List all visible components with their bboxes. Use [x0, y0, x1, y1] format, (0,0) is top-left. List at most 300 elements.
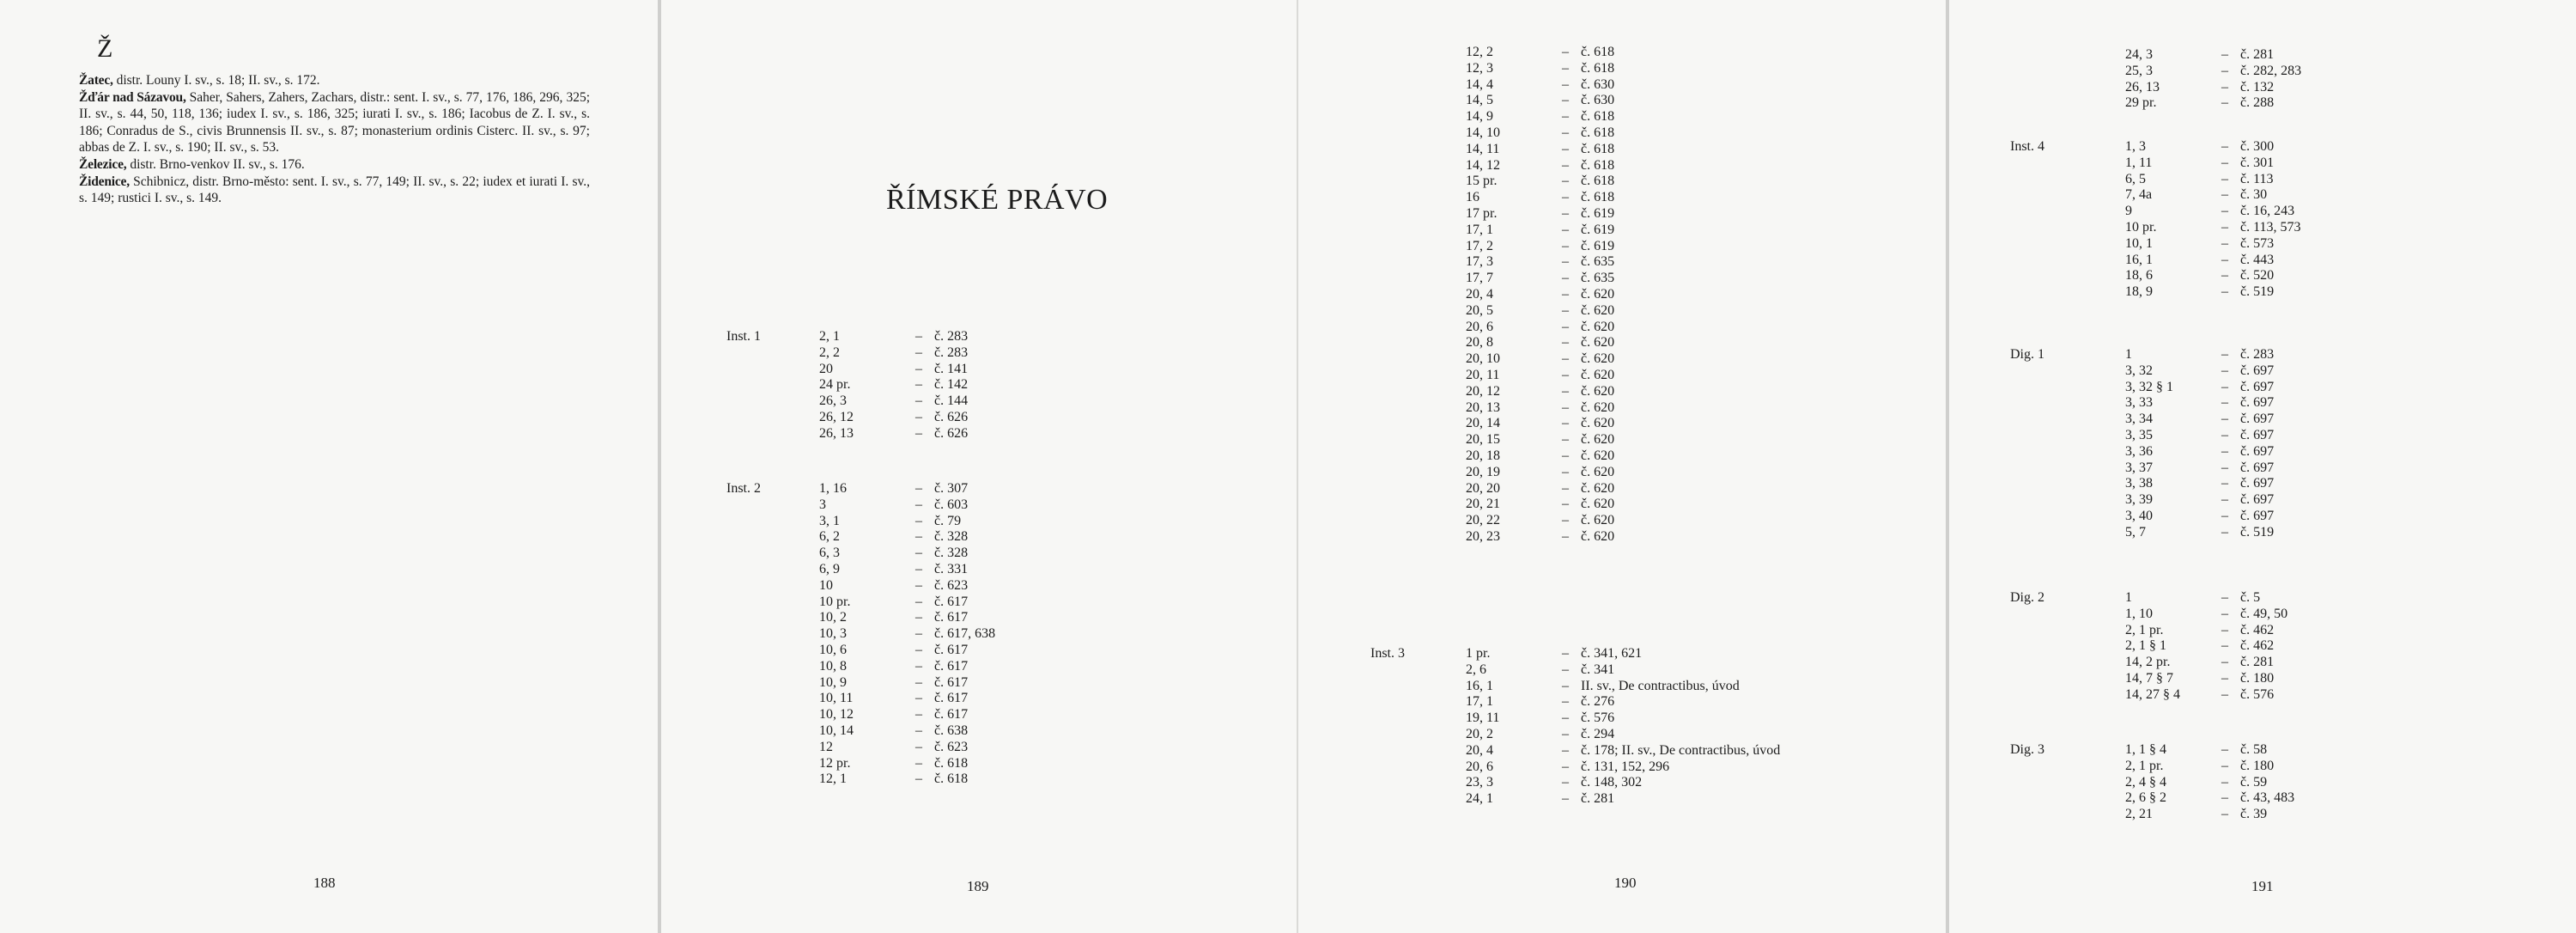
dash-separator: –	[1562, 742, 1569, 758]
reference-target: č. 520	[2240, 268, 2275, 284]
dash-separator: –	[2221, 47, 2228, 62]
dash-separator: –	[1562, 157, 1569, 173]
entry-head: Železice,	[79, 156, 127, 172]
reference-location: 20, 18	[1466, 448, 1500, 463]
reference-location: 1	[2125, 590, 2132, 605]
reference-row	[1466, 142, 1614, 158]
reference-row	[2125, 187, 2301, 204]
reference-target: č. 617	[934, 594, 969, 609]
reference-row	[819, 546, 995, 562]
reference-target: č. 617	[934, 674, 969, 690]
reference-list	[819, 329, 968, 442]
reference-row	[2125, 380, 2274, 396]
dash-separator: –	[2221, 187, 2228, 203]
dash-separator: –	[1562, 759, 1569, 774]
page-190	[1298, 0, 1946, 933]
dash-separator: –	[915, 626, 922, 642]
reference-location: 14, 12	[1466, 157, 1500, 173]
reference-location: 10 pr.	[819, 594, 851, 609]
reference-row	[1466, 529, 1614, 546]
reference-location: 10, 6	[819, 642, 847, 657]
reference-row	[1466, 481, 1614, 497]
dash-separator: –	[915, 546, 922, 561]
reference-row	[2125, 742, 2294, 759]
dash-separator: –	[1562, 528, 1569, 544]
reference-target: č. 619	[1581, 222, 1615, 237]
index-entry	[79, 174, 590, 207]
dash-separator: –	[1562, 141, 1569, 156]
reference-row	[1466, 93, 1614, 109]
reference-location: 24, 3	[2125, 47, 2153, 62]
reference-target: č. 620	[1581, 367, 1615, 382]
section-letter: Ž	[97, 34, 113, 63]
index-entry	[79, 89, 590, 156]
group-label: Inst. 4	[2010, 139, 2044, 154]
reference-target: č. 620	[1581, 351, 1615, 367]
dash-separator: –	[2221, 742, 2228, 757]
dash-separator: –	[2221, 590, 2228, 605]
reference-location: 14, 27 § 4	[2125, 686, 2180, 702]
reference-target: č. 620	[1581, 335, 1615, 351]
reference-row	[2125, 476, 2274, 492]
dash-separator: –	[1562, 174, 1569, 189]
reference-row	[2125, 363, 2274, 380]
reference-row	[1466, 646, 1780, 662]
reference-row	[819, 377, 968, 393]
reference-target: č. 30	[2240, 187, 2268, 203]
reference-location: 14, 2 pr.	[2125, 655, 2171, 670]
dash-separator: –	[1562, 448, 1569, 463]
group-label: Inst. 2	[726, 481, 761, 496]
reference-target: č. 638	[934, 723, 969, 738]
dash-separator: –	[915, 377, 922, 393]
reference-location: 14, 11	[1466, 141, 1500, 156]
reference-target: č. 697	[2240, 363, 2275, 378]
reference-location: 1, 1 § 4	[2125, 742, 2166, 757]
reference-row	[1466, 465, 1614, 481]
reference-row	[1466, 109, 1614, 125]
dash-separator: –	[1562, 662, 1569, 677]
reference-target: č. 620	[1581, 448, 1615, 463]
reference-location: 2, 2	[819, 345, 840, 360]
reference-target: č. 618	[1581, 157, 1615, 173]
dash-separator: –	[1562, 222, 1569, 237]
reference-location: 17, 1	[1466, 222, 1493, 237]
reference-target: č. 620	[1581, 513, 1615, 528]
dash-separator: –	[2221, 655, 2228, 670]
reference-row	[2125, 623, 2287, 639]
reference-target: č. 697	[2240, 412, 2275, 427]
reference-row	[819, 595, 995, 611]
reference-target: č. 697	[2240, 476, 2275, 491]
reference-location: 20, 15	[1466, 432, 1500, 448]
reference-location: 15 pr.	[1466, 174, 1498, 189]
reference-location: 10, 2	[819, 610, 847, 625]
dash-separator: –	[1562, 775, 1569, 790]
dash-separator: –	[915, 577, 922, 593]
dash-separator: –	[2221, 774, 2228, 790]
reference-row	[819, 578, 995, 595]
group-label: Inst. 3	[1370, 646, 1405, 661]
dash-separator: –	[915, 393, 922, 409]
dash-separator: –	[1562, 45, 1569, 59]
dash-separator: –	[1562, 238, 1569, 253]
entry-head: Židenice,	[79, 174, 130, 189]
reference-target: č. 620	[1581, 432, 1615, 448]
reference-row	[1466, 271, 1614, 287]
reference-row	[2125, 492, 2274, 509]
reference-target: č. 620	[1581, 497, 1615, 512]
dash-separator: –	[915, 329, 922, 344]
reference-location: 26, 13	[819, 425, 854, 441]
reference-target: č. 617	[934, 610, 969, 625]
reference-location: 3, 35	[2125, 427, 2153, 442]
reference-list	[2125, 742, 2294, 823]
reference-target: č. 617	[934, 658, 969, 674]
reference-row	[819, 659, 995, 675]
dash-separator: –	[1562, 399, 1569, 415]
reference-location: 23, 3	[1466, 775, 1493, 790]
reference-list	[819, 481, 995, 788]
dash-separator: –	[1562, 254, 1569, 270]
reference-row	[1466, 223, 1614, 239]
reference-list	[2125, 347, 2274, 541]
reference-location: 20, 6	[1466, 319, 1493, 334]
reference-target: č. 626	[934, 425, 969, 441]
reference-location: 20, 23	[1466, 528, 1500, 544]
reference-target: č. 576	[1581, 710, 1615, 726]
reference-row	[1466, 368, 1614, 384]
dash-separator: –	[1562, 432, 1569, 448]
reference-row	[2125, 607, 2287, 623]
reference-row	[1466, 727, 1780, 743]
reference-target: č. 462	[2240, 622, 2275, 637]
reference-row	[819, 643, 995, 659]
reference-location: 25, 3	[2125, 63, 2153, 78]
reference-location: 20, 4	[1466, 286, 1493, 302]
reference-row	[819, 529, 995, 546]
reference-row	[2125, 47, 2301, 64]
reference-row	[1466, 174, 1614, 190]
reference-row	[819, 410, 968, 426]
reference-location: 18, 6	[2125, 268, 2153, 284]
reference-row	[1466, 239, 1614, 255]
reference-target: č. 603	[934, 497, 969, 512]
reference-row	[819, 329, 968, 345]
dash-separator: –	[915, 707, 922, 723]
reference-target: č. 620	[1581, 319, 1615, 334]
reference-row	[2125, 95, 2301, 112]
reference-row	[1466, 61, 1614, 77]
reference-target: č. 462	[2240, 638, 2275, 654]
reference-location: 16, 1	[1466, 678, 1493, 693]
reference-row	[1466, 206, 1614, 223]
reference-location: 6, 3	[819, 546, 840, 561]
dash-separator: –	[2221, 219, 2228, 235]
dash-separator: –	[1562, 480, 1569, 496]
reference-location: 20, 13	[1466, 399, 1500, 415]
reference-list	[2125, 47, 2301, 112]
reference-row	[1466, 662, 1780, 679]
reference-row	[2125, 638, 2287, 655]
dash-separator: –	[915, 723, 922, 738]
page-number: 188	[313, 875, 336, 891]
reference-location: 1, 16	[819, 481, 847, 496]
reference-location: 20, 2	[1466, 726, 1493, 741]
reference-location: 20, 10	[1466, 351, 1500, 367]
reference-target: č. 697	[2240, 427, 2275, 442]
reference-row	[2125, 759, 2294, 775]
reference-target: č. 5	[2240, 590, 2261, 605]
reference-target: č. 519	[2240, 524, 2275, 540]
reference-location: 20, 12	[1466, 383, 1500, 399]
reference-target: č. 142	[934, 377, 969, 393]
dash-separator: –	[2221, 670, 2228, 686]
reference-location: 3, 36	[2125, 443, 2153, 459]
reference-location: 10, 14	[819, 723, 854, 738]
dash-separator: –	[1562, 109, 1569, 125]
reference-row	[2125, 172, 2301, 188]
reference-row	[2125, 268, 2301, 284]
dash-separator: –	[2221, 347, 2228, 362]
dash-separator: –	[2221, 363, 2228, 378]
dash-separator: –	[915, 345, 922, 360]
reference-target: č. 626	[934, 409, 969, 424]
reference-target: č. 58	[2240, 742, 2268, 757]
reference-target: č. 281	[1581, 791, 1615, 807]
reference-target: č. 620	[1581, 302, 1615, 318]
dash-separator: –	[2221, 63, 2228, 78]
reference-location: 20, 14	[1466, 416, 1500, 431]
dash-separator: –	[2221, 79, 2228, 95]
reference-location: 17, 2	[1466, 238, 1493, 253]
reference-row	[1466, 320, 1614, 336]
dash-separator: –	[2221, 638, 2228, 654]
dash-separator: –	[2221, 284, 2228, 300]
reference-target: č. 283	[934, 329, 969, 344]
reference-row	[2125, 671, 2287, 687]
reference-location: 6, 5	[2125, 171, 2146, 186]
reference-target: č. 630	[1581, 93, 1615, 108]
reference-target: č. 617	[934, 707, 969, 723]
reference-location: 17 pr.	[1466, 205, 1498, 221]
reference-row	[1466, 432, 1614, 448]
reference-row	[1466, 400, 1614, 417]
reference-location: 20, 6	[1466, 759, 1493, 774]
reference-location: 14, 7 § 7	[2125, 670, 2173, 686]
reference-location: 7, 4a	[2125, 187, 2153, 203]
reference-target: č. 178; II. sv., De contractibus, úvod	[1581, 742, 1781, 758]
dash-separator: –	[1562, 726, 1569, 741]
reference-location: 2, 21	[2125, 807, 2153, 822]
reference-row	[1466, 448, 1614, 465]
page-number: 190	[1614, 875, 1637, 891]
reference-target: č. 635	[1581, 254, 1615, 270]
reference-location: 3, 1	[819, 513, 840, 528]
reference-location: 2, 1 pr.	[2125, 622, 2164, 637]
reference-row	[1466, 254, 1614, 271]
reference-row	[2125, 775, 2294, 791]
reference-row	[2125, 428, 2274, 444]
reference-row	[819, 562, 995, 578]
reference-location: 26, 12	[819, 409, 854, 424]
dash-separator: –	[2221, 524, 2228, 540]
index-entry	[79, 72, 590, 89]
reference-target: č. 281	[2240, 655, 2275, 670]
reference-location: 3, 33	[2125, 395, 2153, 411]
dash-separator: –	[1562, 497, 1569, 512]
reference-location: 24 pr.	[819, 377, 851, 393]
reference-location: 17, 1	[1466, 694, 1493, 710]
reference-target: č. 141	[934, 361, 969, 376]
reference-row	[1466, 351, 1614, 368]
reference-target: č. 49, 50	[2240, 606, 2288, 621]
reference-location: 1	[2125, 347, 2132, 362]
reference-row	[819, 514, 995, 530]
dash-separator: –	[2221, 476, 2228, 491]
reference-location: 3, 39	[2125, 492, 2153, 508]
reference-target: č. 617	[934, 642, 969, 657]
group-label: Dig. 2	[2010, 590, 2044, 605]
reference-location: 1, 11	[2125, 155, 2153, 170]
entry-head: Žďár nad Sázavou,	[79, 89, 186, 105]
reference-row	[2125, 139, 2301, 156]
reference-target: č. 16, 243	[2240, 204, 2295, 219]
reference-location: 14, 10	[1466, 125, 1500, 140]
reference-row	[1466, 759, 1780, 776]
reference-target: č. 283	[2240, 347, 2275, 362]
reference-row	[2125, 412, 2274, 428]
dash-separator: –	[1562, 464, 1569, 479]
reference-target: č. 144	[934, 393, 969, 409]
dash-separator: –	[2221, 235, 2228, 251]
reference-target: č. 300	[2240, 139, 2275, 154]
dash-separator: –	[915, 481, 922, 496]
reference-row	[819, 691, 995, 707]
dash-separator: –	[915, 529, 922, 545]
dash-separator: –	[1562, 302, 1569, 318]
dash-separator: –	[1562, 125, 1569, 140]
reference-target: č. 697	[2240, 492, 2275, 508]
reference-location: 5, 7	[2125, 524, 2146, 540]
reference-row	[819, 345, 968, 362]
reference-location: 12, 2	[1466, 45, 1493, 59]
dash-separator: –	[2221, 508, 2228, 523]
place-index-text	[79, 72, 590, 207]
reference-target: č. 148, 302	[1581, 775, 1643, 790]
reference-target: č. 635	[1581, 271, 1615, 286]
dash-separator: –	[2221, 139, 2228, 154]
reference-row	[819, 362, 968, 378]
reference-target: č. 617	[934, 691, 969, 706]
reference-target: č. 180	[2240, 758, 2275, 773]
reference-target: č. 620	[1581, 464, 1615, 479]
dash-separator: –	[2221, 622, 2228, 637]
reference-location: 20, 4	[1466, 742, 1493, 758]
dash-separator: –	[2221, 460, 2228, 475]
dash-separator: –	[915, 594, 922, 609]
reference-location: 3, 38	[2125, 476, 2153, 491]
dash-separator: –	[2221, 204, 2228, 219]
entry-text: Schibnicz, distr. Brno-město: sent. I. sv., s. 77, 149; II. sv., s. 22; iudex et iurati I. sv., s. 149; rustici I. sv., s. 149.	[79, 174, 590, 206]
dash-separator: –	[1562, 416, 1569, 431]
dash-separator: –	[2221, 807, 2228, 822]
reference-location: 20, 5	[1466, 302, 1493, 318]
reference-target: č. 576	[2240, 686, 2275, 702]
reference-target: č. 79	[934, 513, 962, 528]
dash-separator: –	[915, 497, 922, 512]
reference-location: 10, 1	[2125, 235, 2153, 251]
reference-location: 29 pr.	[2125, 95, 2157, 111]
reference-location: 10, 12	[819, 707, 854, 723]
dash-separator: –	[915, 361, 922, 376]
dash-separator: –	[1562, 93, 1569, 108]
reference-target: č. 282, 283	[2240, 63, 2302, 78]
reference-row	[1466, 743, 1780, 759]
reference-target: č. 617, 638	[934, 626, 996, 642]
reference-location: 3, 34	[2125, 412, 2153, 427]
dash-separator: –	[1562, 335, 1569, 351]
reference-location: 18, 9	[2125, 284, 2153, 300]
reference-row	[2125, 509, 2274, 525]
reference-row	[1466, 513, 1614, 529]
reference-row	[819, 610, 995, 626]
dash-separator: –	[1562, 513, 1569, 528]
dash-separator: –	[2221, 758, 2228, 773]
dash-separator: –	[2221, 606, 2228, 621]
reference-target: č. 618	[934, 755, 969, 771]
reference-location: 17, 3	[1466, 254, 1493, 270]
reference-target: č. 294	[1581, 726, 1615, 741]
reference-target: č. 43, 483	[2240, 790, 2295, 806]
reference-location: 20, 22	[1466, 513, 1500, 528]
reference-row	[2125, 460, 2274, 477]
dash-separator: –	[1562, 791, 1569, 807]
entry-head: Žatec,	[79, 73, 113, 88]
page-189	[661, 0, 1297, 933]
reference-row	[819, 393, 968, 410]
reference-location: 26, 13	[2125, 79, 2160, 95]
reference-location: 14, 9	[1466, 109, 1493, 125]
dash-separator: –	[2221, 155, 2228, 170]
reference-location: 12, 3	[1466, 60, 1493, 76]
reference-location: 2, 1	[819, 329, 840, 344]
entry-text: distr. Brno-venkov II. sv., s. 176.	[126, 156, 305, 172]
reference-row	[1466, 710, 1780, 727]
reference-row	[2125, 790, 2294, 807]
page-number: 189	[967, 878, 989, 894]
dash-separator: –	[915, 674, 922, 690]
dash-separator: –	[1562, 351, 1569, 367]
reference-location: 10 pr.	[2125, 219, 2157, 235]
dash-separator: –	[2221, 443, 2228, 459]
reference-target: č. 132	[2240, 79, 2275, 95]
dash-separator: –	[1562, 76, 1569, 92]
reference-location: 20, 8	[1466, 335, 1493, 351]
reference-target: č. 443	[2240, 252, 2275, 267]
reference-target: č. 620	[1581, 383, 1615, 399]
reference-location: 12 pr.	[819, 755, 851, 771]
reference-target: č. 113, 573	[2240, 219, 2301, 235]
reference-target: č. 620	[1581, 416, 1615, 431]
reference-location: 10, 9	[819, 674, 847, 690]
dash-separator: –	[1562, 678, 1569, 693]
reference-target: č. 283	[934, 345, 969, 360]
dash-separator: –	[2221, 395, 2228, 411]
reference-location: 2, 6	[1466, 662, 1486, 677]
reference-row	[819, 771, 995, 788]
reference-row	[2125, 687, 2287, 704]
